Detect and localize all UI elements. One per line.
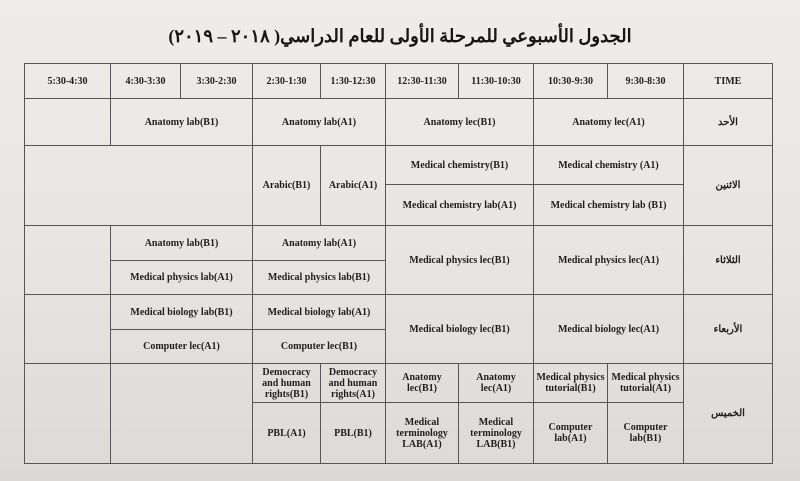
time-slot-cell: 2:30-1:30: [253, 64, 321, 99]
class-cell: Arabic(B1): [253, 146, 321, 226]
class-cell: Medical chemistry lab (B1): [534, 185, 684, 226]
class-cell: Medical physics tutorial(A1): [608, 364, 684, 403]
class-cell: PBL(A1): [253, 403, 321, 464]
day-label-monday: الاثنين: [684, 146, 773, 226]
tuesday-row-1: [25, 226, 773, 261]
class-cell: Anatomy lec(B1): [386, 99, 534, 146]
class-cell: Anatomy lab(B1): [111, 226, 253, 261]
class-cell: Computer lab(A1): [534, 403, 608, 464]
time-slot-cell: 9:30-8:30: [608, 64, 684, 99]
time-slot-cell: 12:30-11:30: [386, 64, 459, 99]
class-cell: Computer lab(B1): [608, 403, 684, 464]
time-slot-cell: 5:30-4:30: [25, 64, 111, 99]
class-cell: Medical biology lab(A1): [253, 295, 386, 330]
empty-cell: [25, 226, 111, 295]
sunday-row: [25, 99, 773, 146]
time-slot-cell: 11:30-10:30: [459, 64, 534, 99]
class-cell: Medical chemistry lab(A1): [386, 185, 534, 226]
class-cell: Medical biology lab(B1): [111, 295, 253, 330]
class-cell: Anatomy lec(A1): [459, 364, 534, 403]
class-cell: Medical chemistry(B1): [386, 146, 534, 185]
class-cell: Democracy and human rights(A1): [321, 364, 386, 403]
class-cell: Medical terminology LAB(A1): [386, 403, 459, 464]
time-slot-cell: 10:30-9:30: [534, 64, 608, 99]
class-cell: Anatomy lab(A1): [253, 226, 386, 261]
class-cell: Medical physics lab(A1): [111, 261, 253, 295]
class-cell: Anatomy lec(A1): [534, 99, 684, 146]
class-cell: Computer lec(A1): [111, 330, 253, 364]
day-label-wednesday: الأربعاء: [684, 295, 773, 364]
class-cell: Anatomy lab(B1): [111, 99, 253, 146]
class-cell: Medical physics tutorial(B1): [534, 364, 608, 403]
wednesday-row-1: [25, 295, 773, 330]
time-label-cell: TIME: [684, 64, 773, 99]
day-label-sunday: الأحد: [684, 99, 773, 146]
header-row: [25, 64, 773, 99]
empty-cell: [25, 99, 111, 146]
thursday-row-1: [25, 364, 773, 403]
class-cell: Medical biology lec(B1): [386, 295, 534, 364]
time-slot-cell: 4:30-3:30: [111, 64, 181, 99]
empty-cell: [111, 364, 253, 464]
day-label-tuesday: الثلاثاء: [684, 226, 773, 295]
class-cell: Medical physics lec(A1): [534, 226, 684, 295]
empty-cell: [25, 295, 111, 364]
day-label-thursday: الخميس: [684, 364, 773, 464]
class-cell: Anatomy lab(A1): [253, 99, 386, 146]
class-cell: Arabic(A1): [321, 146, 386, 226]
class-cell: PBL(B1): [321, 403, 386, 464]
schedule-table: [24, 63, 773, 464]
class-cell: Medical biology lec(A1): [534, 295, 684, 364]
empty-cell: [25, 364, 111, 464]
class-cell: Medical physics lab(B1): [253, 261, 386, 295]
empty-cell: [25, 146, 253, 226]
time-slot-cell: 1:30-12:30: [321, 64, 386, 99]
class-cell: Computer lec(B1): [253, 330, 386, 364]
class-cell: Medical physics lec(B1): [386, 226, 534, 295]
class-cell: Anatomy lec(B1): [386, 364, 459, 403]
class-cell: Medical terminology LAB(B1): [459, 403, 534, 464]
class-cell: Democracy and human rights(B1): [253, 364, 321, 403]
page-title: الجدول الأسبوعي للمرحلة الأولى للعام الدراسي( ٢٠١٨ – ٢٠١٩): [168, 26, 632, 46]
monday-row-1: [25, 146, 773, 185]
class-cell: Medical chemistry (A1): [534, 146, 684, 185]
time-slot-cell: 3:30-2:30: [181, 64, 253, 99]
